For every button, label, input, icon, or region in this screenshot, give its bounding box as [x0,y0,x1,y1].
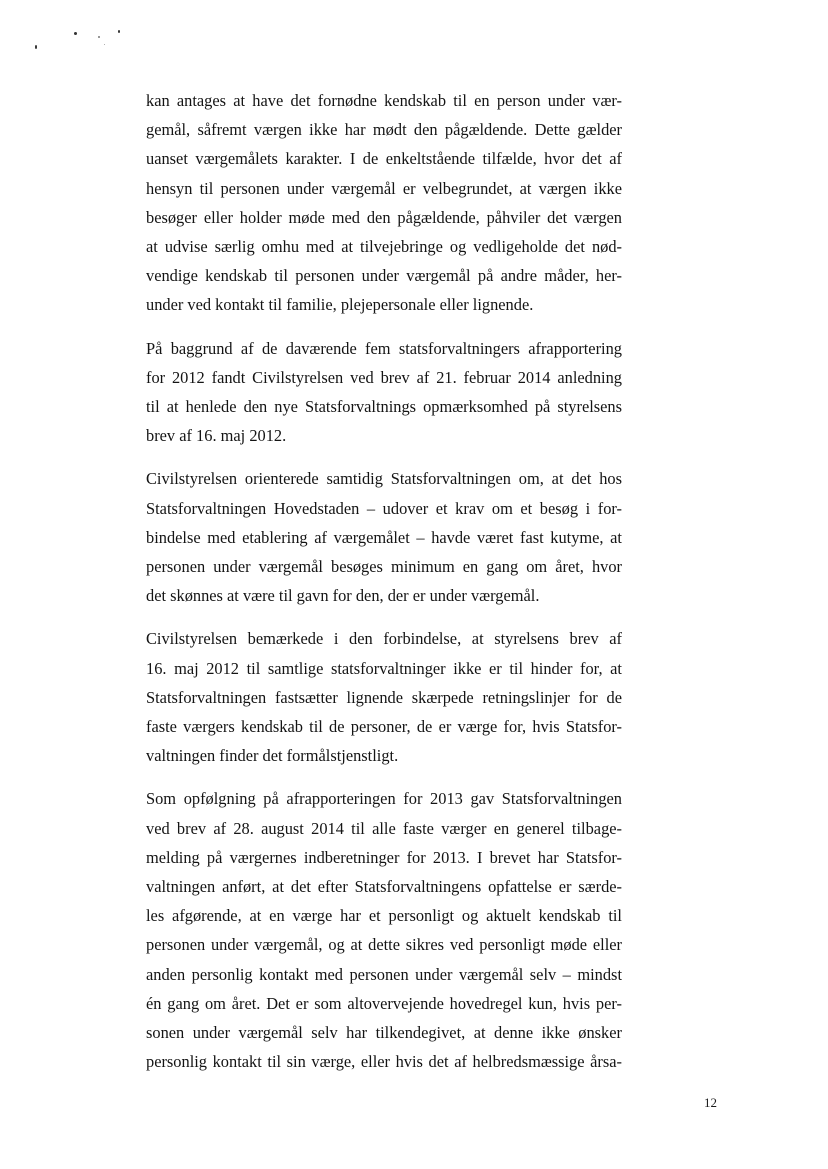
paragraph-2 [146,334,622,451]
text-line: Civilstyrelsen bemærkede i den forbindelse, at styrelsens brev af [146,629,622,649]
text-line: Statsforvaltningen fastsætter lignende skærpede retningslinjer for de [146,687,622,707]
text-line: personen under værgemål, og at dette sikres ved personligt møde eller [146,935,622,955]
text-line: personlig kontakt til sin værge, eller hvis det af helbredsmæssige årsa- [146,1052,622,1072]
page-number: 12 [704,1095,717,1110]
text-line: bindelse med etablering af værgemålet – havde været fast kutyme, at [146,527,622,547]
text-line: anden personlig kontakt med personen under værgemål selv – mindst [146,964,622,984]
text-line: besøger eller holder møde med den pågældende, påhviler det værgen [146,207,622,227]
text-line: for 2012 fandt Civilstyrelsen ved brev af 21. februar 2014 anledning [146,367,622,387]
body-text [146,86,622,1077]
text-line: ved brev af 28. august 2014 til alle faste værger en generel tilbage- [146,818,622,838]
text-line: Som opfølgning på afrapporteringen for 2013 gav Statsforvaltningen [146,789,622,809]
text-line: Statsforvaltningen Hovedstaden – udover et krav om et besøg i for- [146,498,622,518]
text-line: Civilstyrelsen orienterede samtidig Statsforvaltningen om, at det hos [146,469,622,489]
text-line: gemål, såfremt værgen ikke har mødt den pågældende. Dette gælder [146,120,622,140]
text-line: til at henlede den nye Statsforvaltnings opmærksomhed på styrelsens [146,397,622,417]
text-line: under ved kontakt til familie, plejepersonale eller lignende. [146,295,534,315]
text-line: valtningen finder det formålstjenstligt. [146,746,399,766]
scan-speckle [104,44,105,45]
paragraph-4 [146,624,622,770]
text-line: vendige kendskab til personen under værgemål på andre måder, her- [146,266,622,286]
text-line: valtningen anført, at det efter Statsforvaltningens opfattelse er særde- [146,877,622,897]
text-line: personen under værgemål besøges minimum en gang om året, hvor [146,557,622,577]
text-line: én gang om året. Det er som altovervejende hovedregel kun, hvis per- [146,993,622,1013]
text-line: det skønnes at være til gavn for den, der er under værgemål. [146,586,540,606]
text-line: at udvise særlig omhu med at tilvejebringe og vedligeholde det nød- [146,237,622,257]
paragraph-1 [146,86,622,320]
paragraph-3 [146,464,622,610]
scan-speckle [35,45,37,49]
text-line: 16. maj 2012 til samtlige statsforvaltninger ikke er til hinder for, at [146,658,622,678]
scan-speckle [118,30,120,33]
text-line: sonen under værgemål selv har tilkendegivet, at denne ikke ønsker [146,1023,622,1043]
text-line: uanset værgemålets karakter. I de enkeltstående tilfælde, hvor det af [146,149,622,169]
text-line: kan antages at have det fornødne kendskab til en person under vær- [146,91,622,110]
text-line: På baggrund af de daværende fem statsforvaltningers afrapportering [146,338,622,358]
scan-speckle [98,36,100,38]
text-line: les afgørende, at en værge har et personligt og aktuelt kendskab til [146,906,622,926]
text-line: faste værgers kendskab til de personer, de er værge for, hvis Statsfor- [146,717,622,737]
text-line: hensyn til personen under værgemål er velbegrundet, at værgen ikke [146,178,622,198]
text-line: brev af 16. maj 2012. [146,426,287,446]
scan-speckle [74,32,77,35]
text-line: melding på værgernes indberetninger for 2013. I brevet har Statsfor- [146,847,622,867]
paragraph-5 [146,784,622,1076]
